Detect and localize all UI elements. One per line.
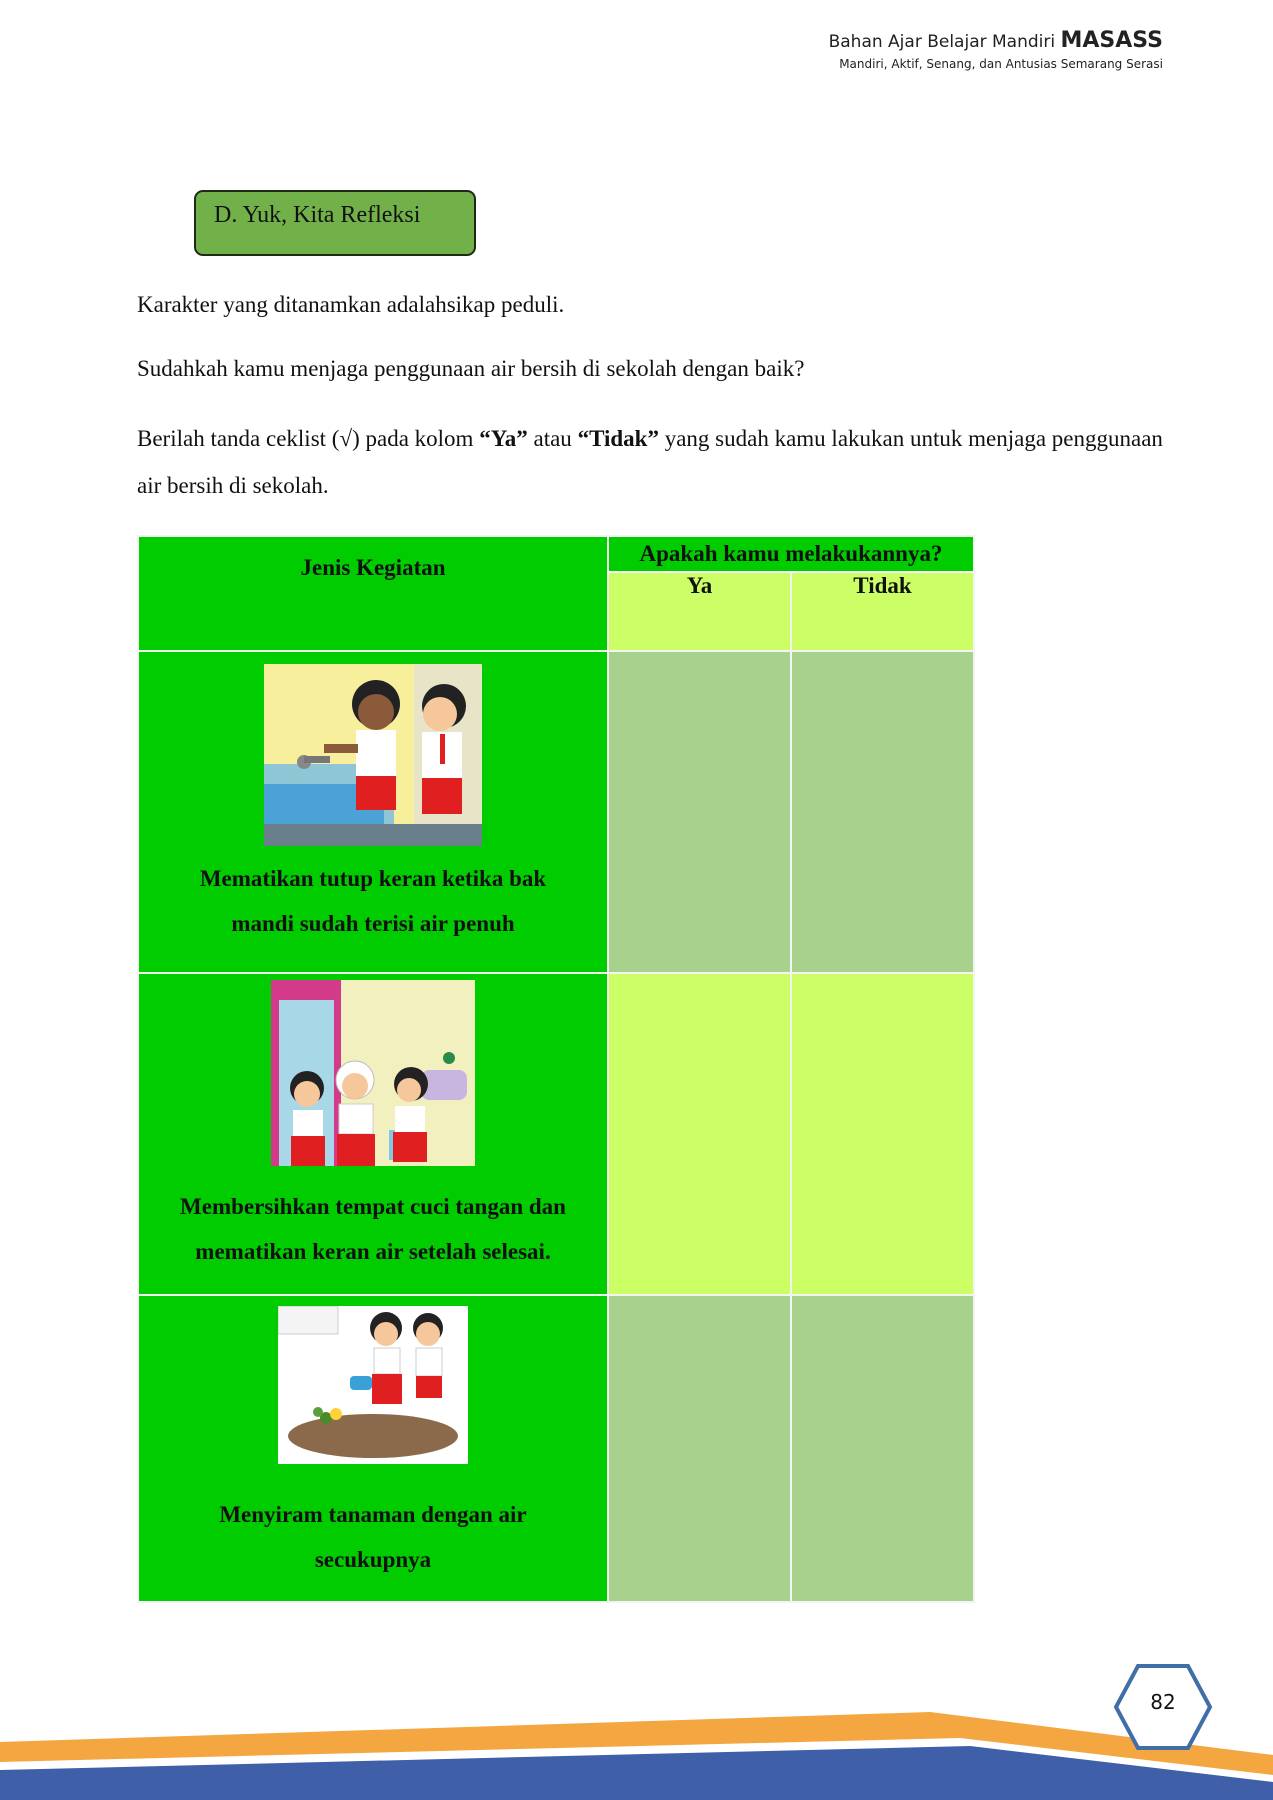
header-question: Apakah kamu melakukannya?	[608, 536, 974, 572]
answer-yes-cell[interactable]	[608, 973, 791, 1295]
paragraph-character: Karakter yang ditanamkan adalahsikap peduli.	[137, 292, 565, 317]
paragraph-instruction: Berilah tanda ceklist (√) pada kolom “Ya” atau “Tidak” yang sudah kamu lakukan untuk menjaga penggunaan air bersih di sekolah.	[137, 426, 1163, 498]
table-row	[138, 651, 974, 973]
children-washing-hands-illustration	[271, 980, 475, 1166]
header-no: Tidak	[791, 572, 974, 651]
footer-decoration	[0, 1680, 1273, 1800]
activity-label-line1: Mematikan tutup keran ketika bak	[199, 866, 547, 891]
activity-cell	[138, 1295, 608, 1602]
header-subtitle: Mandiri, Aktif, Senang, dan Antusias Semarang Serasi	[839, 57, 1163, 71]
page-number: 82	[1150, 1690, 1176, 1714]
children-turning-off-tap-illustration	[264, 664, 482, 846]
children-watering-plants-illustration	[278, 1306, 468, 1464]
activity-cell	[138, 973, 608, 1295]
activity-label-line2: mandi sudah terisi air penuh	[231, 911, 515, 936]
activity-label-line2: mematikan keran air setelah selesai.	[195, 1239, 551, 1264]
table-row	[138, 973, 974, 1295]
section-title: D. Yuk, Kita Refleksi	[194, 190, 476, 256]
header-yes: Ya	[608, 572, 791, 651]
header-title: Bahan Ajar Belajar Mandiri MASASS	[828, 28, 1163, 53]
answer-yes-cell[interactable]	[608, 1295, 791, 1602]
answer-no-cell[interactable]	[791, 651, 974, 973]
reflection-table	[137, 535, 975, 1603]
activity-label-line1: Membersihkan tempat cuci tangan dan	[180, 1194, 566, 1219]
page-header	[829, 28, 1163, 71]
paragraph-question: Sudahkah kamu menjaga penggunaan air bersih di sekolah dengan baik?	[137, 356, 805, 381]
activity-cell	[138, 651, 608, 973]
answer-no-cell[interactable]	[791, 973, 974, 1295]
activity-label-line1: Menyiram tanaman dengan air	[219, 1502, 527, 1527]
activity-label-line2: secukupnya	[314, 1547, 432, 1572]
answer-yes-cell[interactable]	[608, 651, 791, 973]
answer-no-cell[interactable]	[791, 1295, 974, 1602]
header-activity: Jenis Kegiatan	[138, 536, 608, 651]
table-row	[138, 1295, 974, 1602]
